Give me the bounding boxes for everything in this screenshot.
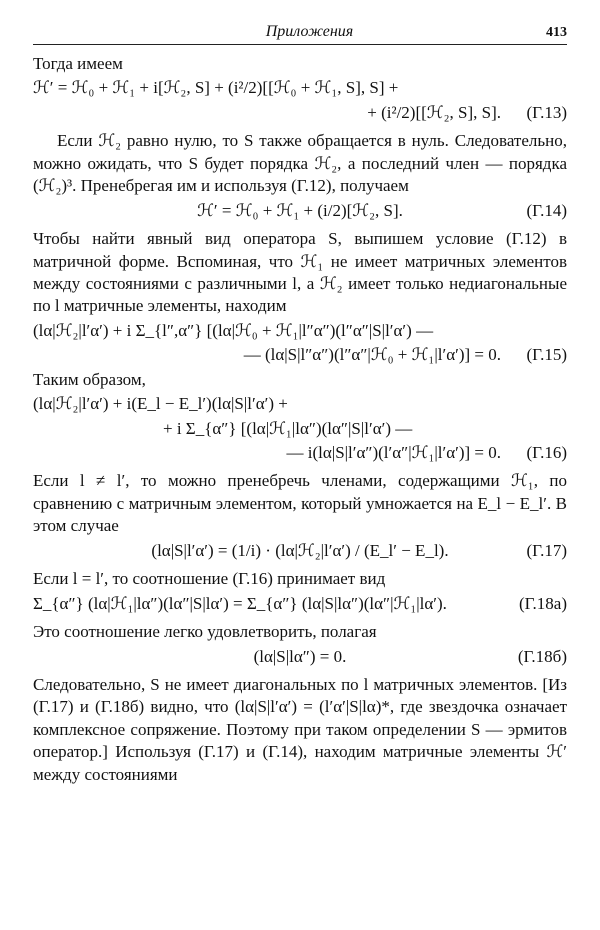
equation-g18b: (lα|S|lα″) = 0. (Г.18б) [33, 646, 567, 668]
page [33, 20, 567, 786]
intro-text: Тогда имеем [33, 54, 123, 73]
paragraph-6: Это соотношение легко удовлетворить, полагая [33, 622, 377, 642]
equation-g14: ℋ′ = ℋ₀ + ℋ₁ + (i/2)[ℋ₂, S]. (Г.14) [33, 200, 567, 222]
equation-number-g13: (Г.13) [526, 102, 567, 122]
equation-g15-line1: (lα|ℋ₂|l′α′) + i Σ_{l″,α″} [(lα|ℋ₀ + ℋ₁|l″α″)(l″α″|S|l′α′) — [33, 320, 434, 340]
equation-g18a: Σ_{α″} (lα|ℋ₁|lα″)(lα″|S|lα′) = Σ_{α″} (lα|S|lα″)(lα″|ℋ₁|lα′). (Г.18а) [33, 593, 567, 615]
running-header [33, 20, 567, 45]
paragraph-5: Если l = l′, то соотношение (Г.16) принимает вид [33, 569, 386, 589]
equation-number-g18a: (Г.18а) [518, 593, 567, 613]
page-number: 413 [545, 24, 567, 40]
equation-g16-line3: — i(lα|S|l′α″)(l′α″|ℋ₁|l′α′)] = 0. (Г.16) [33, 442, 567, 464]
paragraph-1: Если ℋ₂ равно нулю, то S также обращается в нуль. Следовательно, можно ожидать, что S будет порядка ℋ₂, а последний член — порядка (ℋ₂)³. Пренебрегая им и используя (Г.12), получаем [33, 131, 567, 196]
paragraph-7: Следовательно, S не имеет диагональных по l матричных элементов. [Из (Г.17) и (Г.18б) видно, что (lα|S|l′α′) = (l′α′|S|lα)*, где звездочка означает комплексное сопряжение. Поэтому при таком определении S — эрмитов оператор.] Используя (Г.17) и (Г.14), находим матричные элементы ℋ′ между состояниями [33, 674, 567, 784]
equation-g15-line2: — (lα|S|l″α″)(l″α″|ℋ₀ + ℋ₁|l′α′)] = 0. (Г.15) [33, 344, 567, 366]
equation-number-g14: (Г.14) [526, 200, 567, 220]
equation-g17: (lα|S|l′α′) = (1/i) · (lα|ℋ₂|l′α′) / (E_l′ − E_l). (Г.17) [33, 540, 567, 562]
equation-number-g16: (Г.16) [526, 443, 567, 462]
paragraph-4: Если l ≠ l′, то можно пренебречь членами, содержащими ℋ₁, по сравнению с матричным элементом, который умножается на E_l − E_l′. В этом случае [33, 471, 567, 536]
equation-g13-line2: + (i²/2)[[ℋ₂, S], S]. (Г.13) [33, 102, 567, 124]
equation-number-g18b: (Г.18б) [517, 646, 567, 666]
paragraph-2: Чтобы найти явный вид оператора S, выпишем условие (Г.12) в матричной форме. Вспоминая, что ℋ₁ не имеет матричных элементов между состояниями с различными l, а ℋ₂ имеет только недиагональные по l матричные элементы, находим [33, 229, 567, 316]
equation-g13-line1: ℋ′ = ℋ₀ + ℋ₁ + i[ℋ₂, S] + (i²/2)[[ℋ₀ + ℋ₁, S], S] + [33, 78, 399, 98]
equation-number-g15: (Г.15) [526, 345, 567, 365]
equation-g16-line2: + i Σ_{α″} [(lα|ℋ₁|lα″)(lα″|S|l′α′) — [163, 418, 413, 438]
paragraph-3: Таким образом, [33, 369, 146, 389]
header-title: Приложения [265, 22, 354, 40]
equation-number-g17: (Г.17) [526, 540, 567, 560]
equation-g16-line1: (lα|ℋ₂|l′α′) + i(E_l − E_l′)(lα|S|l′α′) + [33, 394, 288, 414]
